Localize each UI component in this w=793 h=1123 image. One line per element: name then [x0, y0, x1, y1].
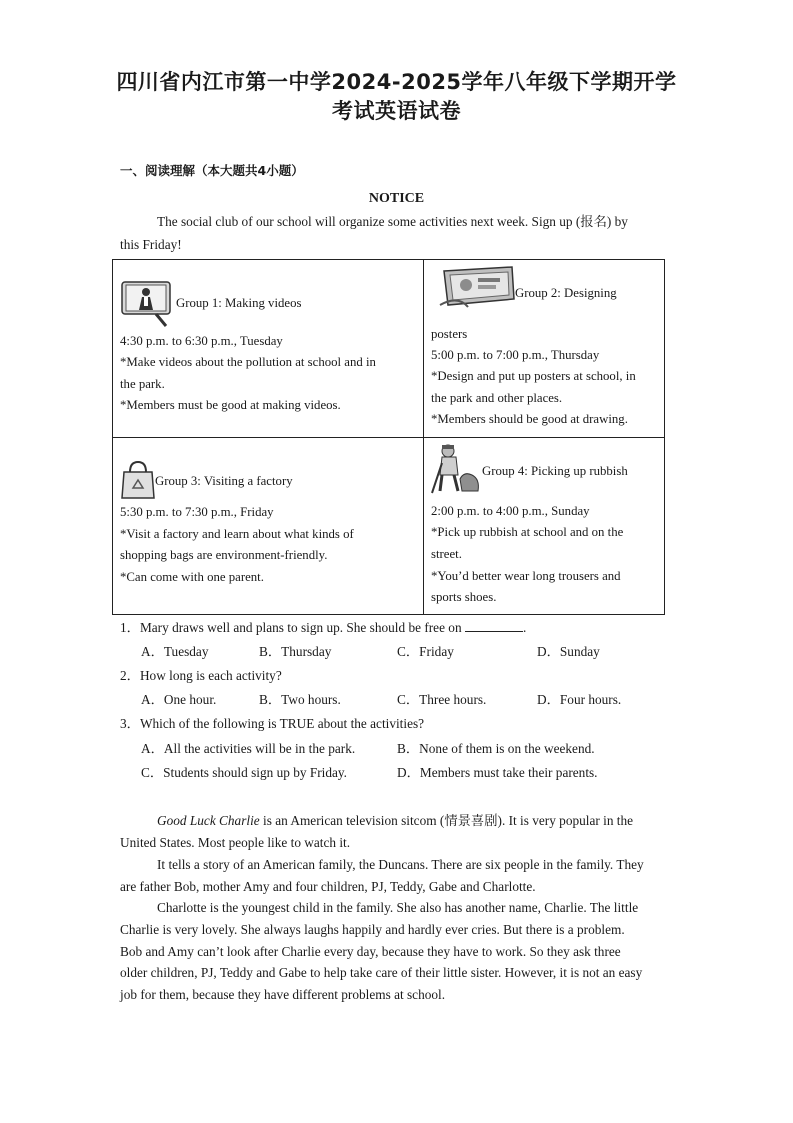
passage2-line: United States. Most people like to watch it.: [120, 835, 351, 850]
question-1-option-d[interactable]: D．Sunday: [537, 644, 600, 659]
group-3-requirement: *Can come with one parent.: [120, 570, 264, 584]
group-2-heading-cont: posters: [431, 327, 468, 341]
question-2-option-d[interactable]: D．Four hours.: [537, 692, 622, 707]
group-3-cell: [113, 438, 424, 615]
question-2-option-c[interactable]: C．Three hours.: [397, 692, 487, 707]
question-3-option-d[interactable]: D．Members must take their parents.: [397, 765, 598, 780]
question-1-option-c[interactable]: C．Friday: [397, 644, 454, 659]
group-1-heading: Group 1: Making videos: [176, 296, 302, 310]
notice-intro-line1: The social club of our school will organize some activities next week. Sign up (报名) by: [157, 214, 628, 229]
group-2-heading: Group 2: Designing: [515, 286, 617, 300]
question-1: [120, 617, 526, 636]
question-1-option-a[interactable]: A．Tuesday: [141, 644, 209, 659]
group-3-heading: Group 3: Visiting a factory: [155, 474, 293, 488]
passage2-line: job for them, because they have different problems at school.: [120, 987, 446, 1002]
poster-board-icon: [438, 265, 518, 314]
notice-title: NOTICE: [368, 191, 425, 206]
question-3-option-c[interactable]: C．Students should sign up by Friday.: [141, 765, 347, 780]
group-1-cell: [113, 260, 424, 438]
group-4-advice: *You’d better wear long trousers and: [431, 569, 621, 583]
passage2-line: Charlie is very lovely. She always laughs happily and hardly ever cries. But there is a problem.: [120, 922, 625, 937]
question-2-option-b[interactable]: B．Two hours.: [259, 692, 341, 707]
passage2-line: Bob and Amy can’t look after Charlie every day, because they have to work. So they ask three: [120, 944, 621, 959]
passage2-line: Charlotte is the youngest child in the family. She also has another name, Charlie. The little: [157, 900, 639, 915]
group-4-cell: [424, 438, 665, 615]
passage2-line: are father Bob, mother Amy and four children, PJ, Teddy, Gabe and Charlotte.: [120, 879, 536, 894]
exam-title-line1: 四川省内江市第一中学2024-2025学年八年级下学期开学: [116, 70, 677, 94]
question-3-option-b[interactable]: B．None of them is on the weekend.: [397, 741, 595, 756]
group-4-heading: Group 4: Picking up rubbish: [482, 464, 628, 478]
question-2-option-a[interactable]: A．One hour.: [141, 692, 217, 707]
group-2-requirement: *Members should be good at drawing.: [431, 412, 628, 426]
group-3-time: 5:30 p.m. to 7:30 p.m., Friday: [120, 505, 274, 519]
group-4-advice: sports shoes.: [431, 590, 497, 604]
passage2-line: older children, PJ, Teddy and Gabe to help take care of their little sister. However, it is not an easy: [120, 965, 643, 980]
notice-intro-line2: this Friday!: [120, 237, 182, 252]
selfie-video-icon: [120, 280, 176, 333]
notice-table: [112, 259, 665, 615]
question-1-stem: 1．Mary draws well and plans to sign up. She should be free on: [120, 620, 462, 635]
rubbish-picker-icon: [430, 443, 482, 502]
passage2-line: [157, 810, 633, 832]
group-1-time: 4:30 p.m. to 6:30 p.m., Tuesday: [120, 334, 283, 348]
answer-blank[interactable]: [465, 619, 523, 632]
group-1-detail: the park.: [120, 377, 165, 391]
question-3-stem: 3．Which of the following is TRUE about the activities?: [120, 716, 425, 731]
group-4-time: 2:00 p.m. to 4:00 p.m., Sunday: [431, 504, 590, 518]
group-2-detail: *Design and put up posters at school, in: [431, 369, 636, 383]
shopping-bag-icon: [120, 460, 156, 505]
group-2-cell: [424, 260, 665, 438]
passage2-line: It tells a story of an American family, the Duncans. There are six people in the family. They: [157, 857, 644, 872]
sitcom-title: Good Luck Charlie: [157, 813, 260, 828]
group-4-detail: *Pick up rubbish at school and on the: [431, 525, 624, 539]
group-2-detail: the park and other places.: [431, 391, 563, 405]
exam-title-line2: 考试英语试卷: [332, 99, 461, 123]
group-3-detail: shopping bags are environment-friendly.: [120, 548, 328, 562]
question-2-stem: 2．How long is each activity?: [120, 668, 282, 683]
group-1-detail: *Make videos about the pollution at school and in: [120, 355, 376, 369]
passage2-text: is an American television sitcom (情景喜剧). It is very popular in the: [259, 813, 634, 828]
question-3-option-a[interactable]: A．All the activities will be in the park.: [141, 741, 356, 756]
section-heading-reading: 一、阅读理解（本大题共4小题）: [120, 163, 304, 178]
question-1-stem-end: .: [522, 620, 527, 635]
group-2-time: 5:00 p.m. to 7:00 p.m., Thursday: [431, 348, 600, 362]
question-1-option-b[interactable]: B．Thursday: [259, 644, 332, 659]
group-4-detail: street.: [431, 547, 462, 561]
group-1-requirement: *Members must be good at making videos.: [120, 398, 341, 412]
group-3-detail: *Visit a factory and learn about what kinds of: [120, 527, 354, 541]
